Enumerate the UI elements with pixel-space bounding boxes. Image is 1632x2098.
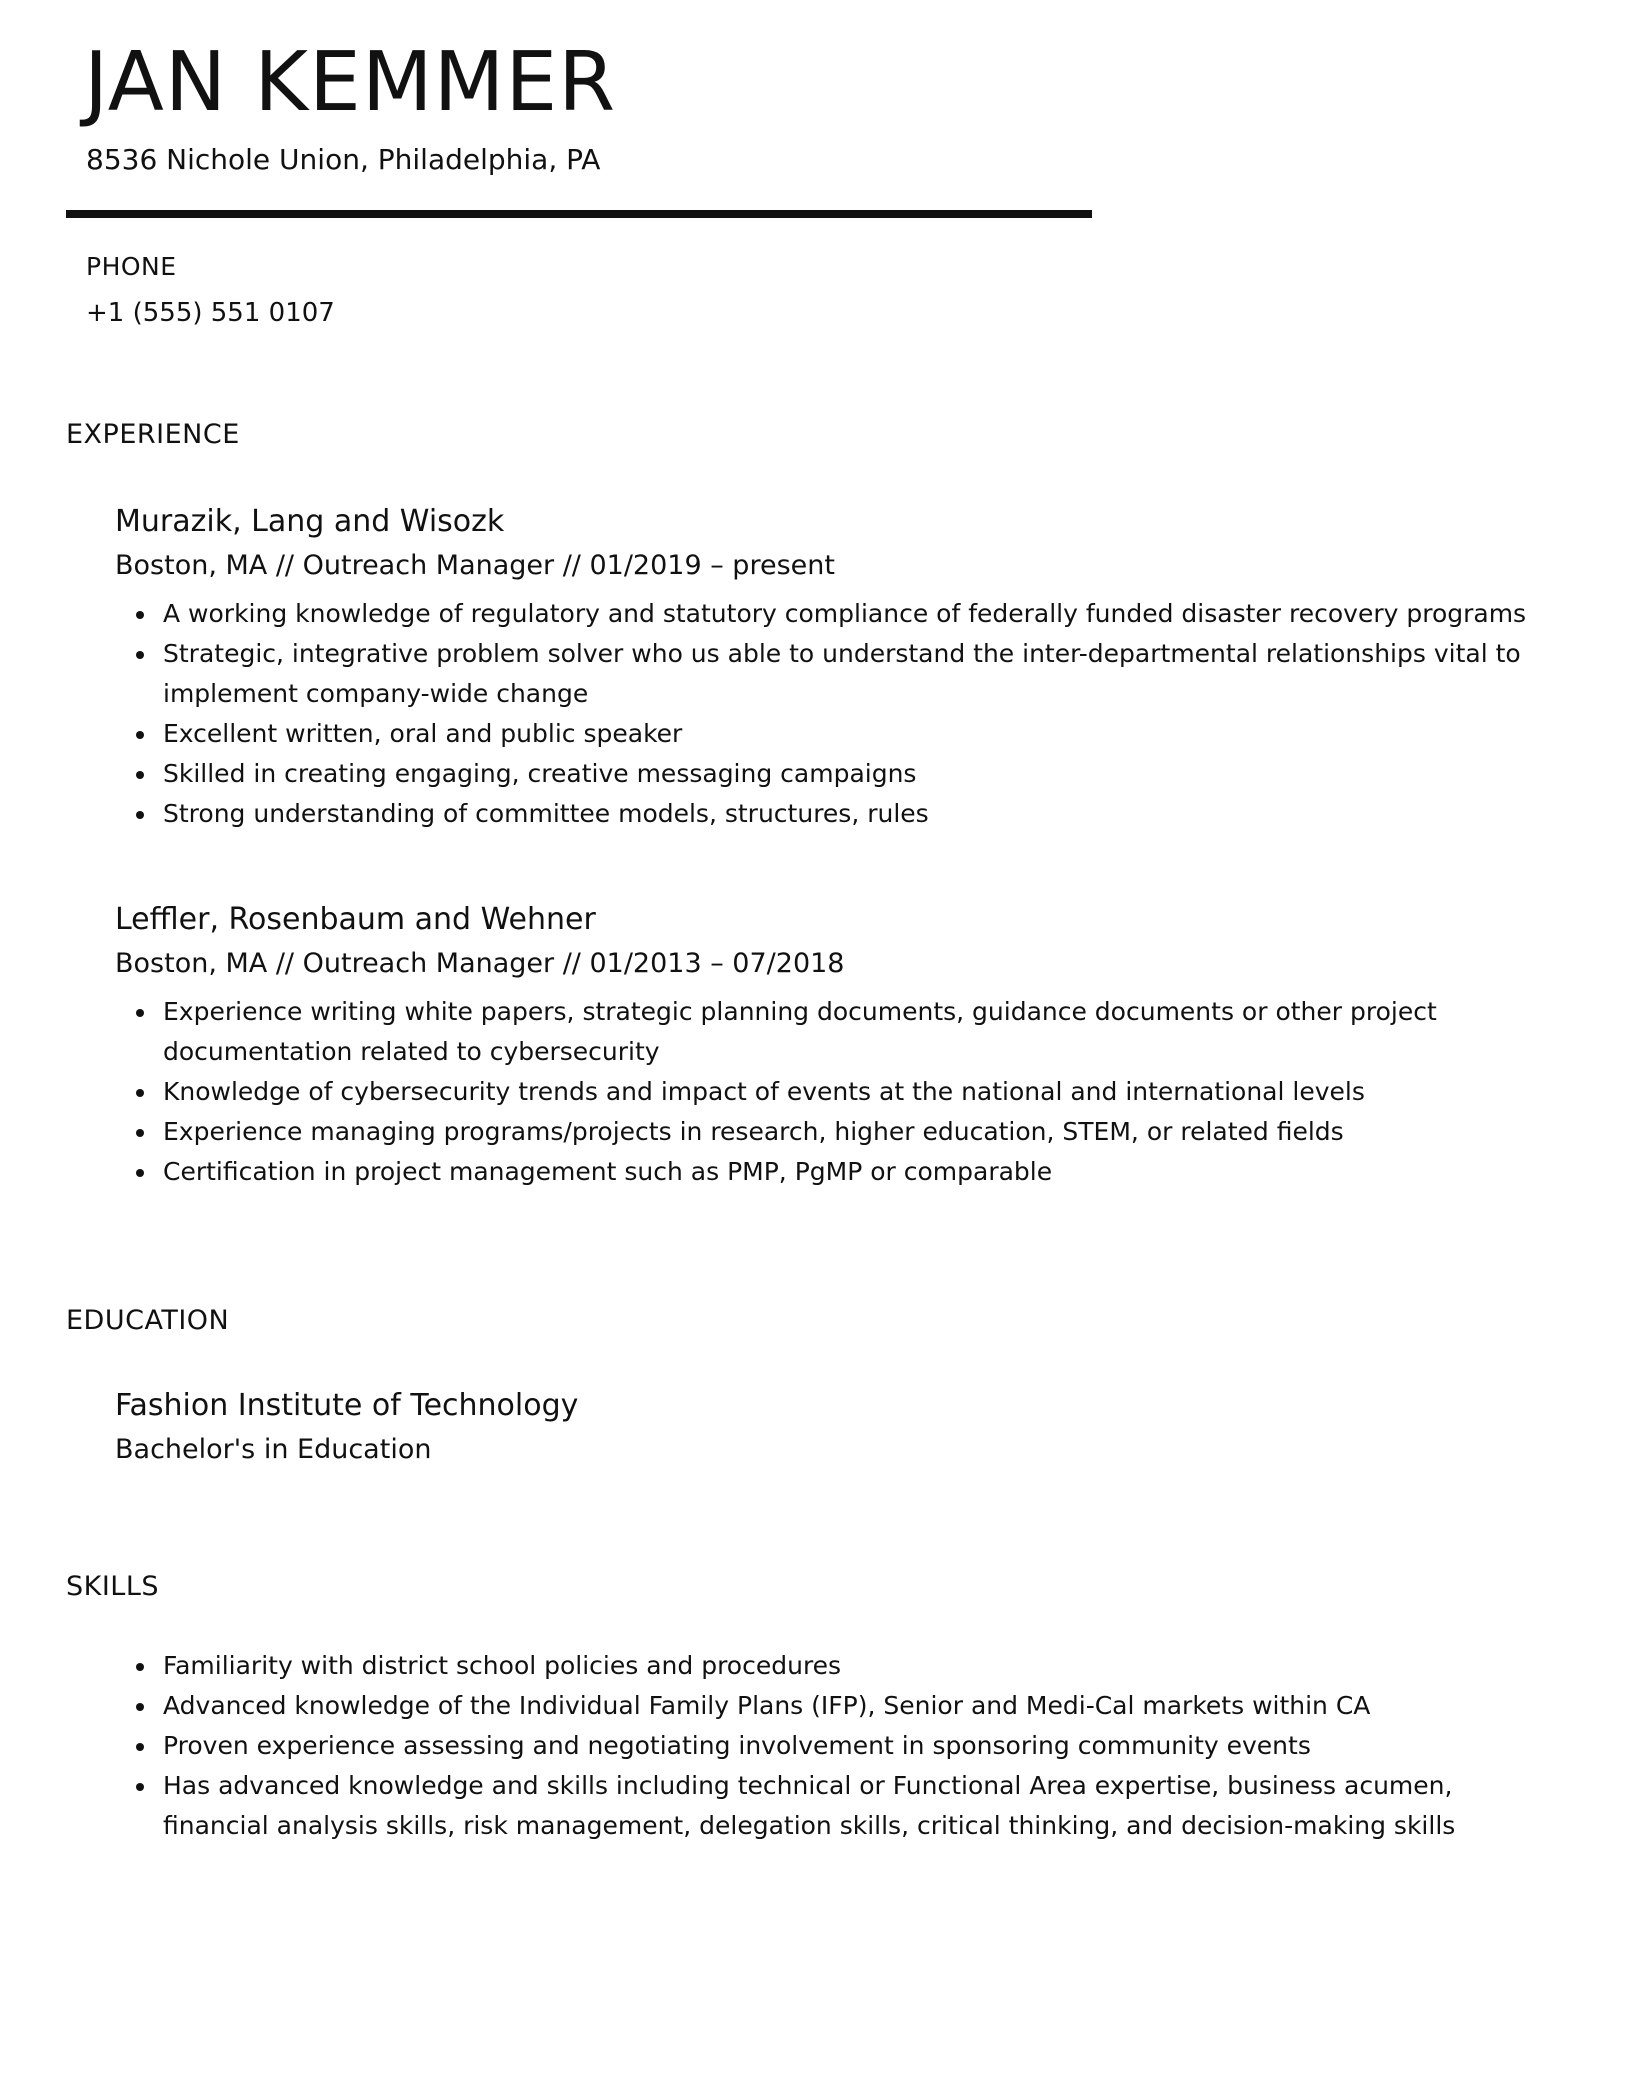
experience-heading: EXPERIENCE <box>66 419 240 450</box>
degree: Bachelor's in Education <box>115 1434 432 1465</box>
education-heading: EDUCATION <box>66 1305 230 1336</box>
job-bullet: Experience writing white papers, strategic planning documents, guidance documents or other project documentation related to cybersecurity <box>115 992 1535 1072</box>
phone-label: PHONE <box>86 252 177 281</box>
candidate-name: JAN KEMMER <box>84 35 617 130</box>
job-entry <box>115 502 1535 834</box>
job-company: Leffler, Rosenbaum and Wehner <box>115 902 596 937</box>
skill-item: Advanced knowledge of the Individual Family Plans (IFP), Senior and Medi-Cal markets within CA <box>115 1686 1535 1726</box>
skill-item: Has advanced knowledge and skills including technical or Functional Area expertise, business acumen, financial analysis skills, risk management, delegation skills, critical thinking, and decision-making skills <box>115 1766 1535 1846</box>
candidate-address: 8536 Nichole Union, Philadelphia, PA <box>86 143 601 176</box>
skills-heading: SKILLS <box>66 1571 160 1602</box>
job-details: Boston, MA // Outreach Manager // 01/2019 – present <box>115 550 835 581</box>
skill-item: Proven experience assessing and negotiating involvement in sponsoring community events <box>115 1726 1535 1766</box>
education-entry <box>115 1386 1535 1468</box>
header-divider <box>66 210 1092 218</box>
job-bullet: Certification in project management such as PMP, PgMP or comparable <box>115 1152 1535 1192</box>
skills-list <box>115 1646 1535 1846</box>
job-bullet: Excellent written, oral and public speaker <box>115 714 1535 754</box>
job-entry <box>115 900 1535 1192</box>
school-name: Fashion Institute of Technology <box>115 1388 579 1423</box>
job-bullet: Strong understanding of committee models, structures, rules <box>115 794 1535 834</box>
job-bullet: A working knowledge of regulatory and statutory compliance of federally funded disaster recovery programs <box>115 594 1535 634</box>
job-bullet: Knowledge of cybersecurity trends and impact of events at the national and international levels <box>115 1072 1535 1112</box>
job-bullet-list <box>115 992 1535 1192</box>
job-details: Boston, MA // Outreach Manager // 01/2013 – 07/2018 <box>115 948 845 979</box>
job-bullet: Experience managing programs/projects in research, higher education, STEM, or related fields <box>115 1112 1535 1152</box>
phone-value: +1 (555) 551 0107 <box>86 298 335 328</box>
job-bullet: Strategic, integrative problem solver who us able to understand the inter-departmental relationships vital to implement company-wide change <box>115 634 1535 714</box>
job-bullet-list <box>115 594 1535 834</box>
job-bullet: Skilled in creating engaging, creative messaging campaigns <box>115 754 1535 794</box>
job-company: Murazik, Lang and Wisozk <box>115 504 505 539</box>
skill-item: Familiarity with district school policies and procedures <box>115 1646 1535 1686</box>
skills-entry <box>115 1646 1535 1846</box>
